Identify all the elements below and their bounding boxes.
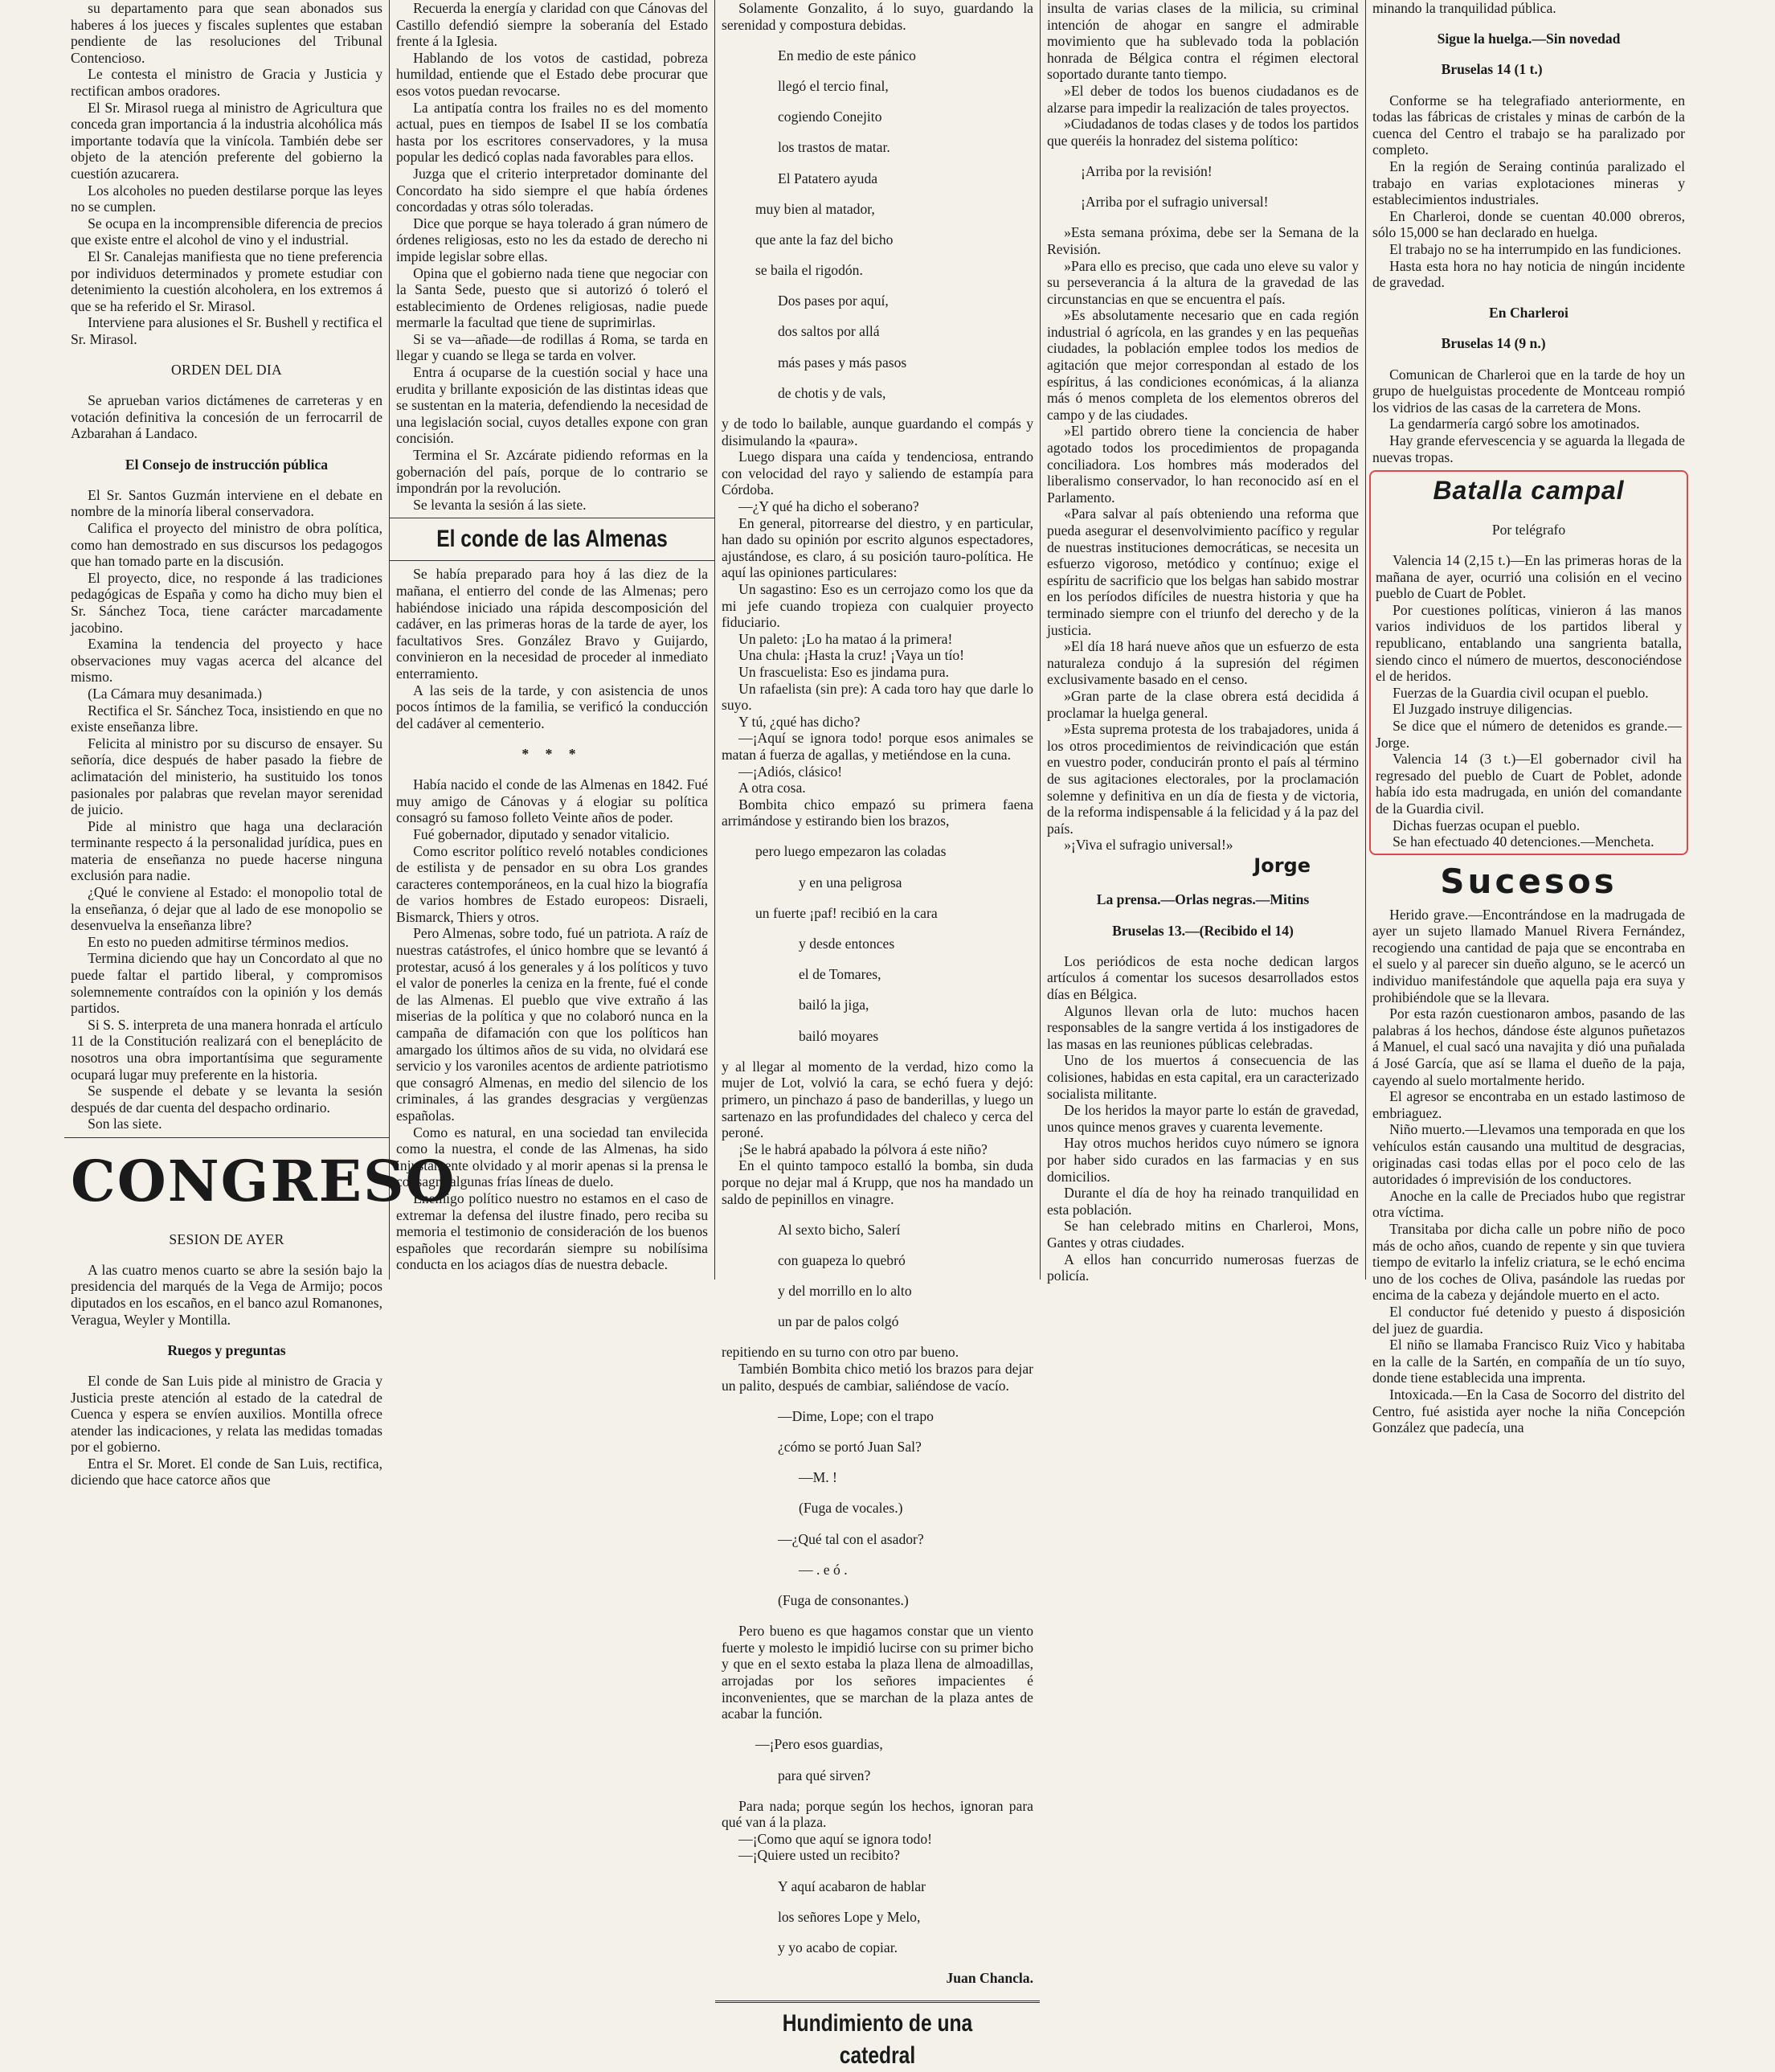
- paragraph: Examina la tendencia del proyecto y hace observaciones muy vagas acerca del alcance del mismo.: [71, 636, 382, 686]
- paragraph: En esto no pueden admitirse términos medios.: [88, 933, 350, 950]
- verse-line: —¿Qué tal con el asador?: [778, 1530, 924, 1547]
- article-title-almenas: El conde de las Almenas: [436, 526, 668, 553]
- paragraph: Hasta esta hora no hay noticia de ningún incidente de gravedad.: [1372, 257, 1685, 291]
- paragraph: repitiendo en su turno con otro par bueno.: [722, 1344, 959, 1361]
- paragraph: A las seis de la tarde, y con asistencia de unos pocos íntimos de la familia, se verificó la conducción del cadáver al cementerio.: [396, 682, 708, 731]
- dateline: Bruselas 14 (1 t.): [1441, 61, 1543, 78]
- paragraph: —¿Y qué ha dicho el soberano?: [738, 498, 919, 514]
- asterism: * * *: [521, 745, 583, 762]
- verse-line: — . e ó .: [799, 1561, 848, 1578]
- verse-line: llegó el tercio final,: [778, 77, 889, 94]
- paragraph: Califica el proyecto del ministro de obra política, como han demostrado en sus discursos los pedagogos que han tomado parte en la discusión.: [71, 520, 382, 570]
- paragraph: Se había preparado para hoy á las diez de la mañana, el entierro del conde de las Almenas; pero habiéndose iniciado una rápida descomposición del cadáver, en las primeras horas de la tarde de ayer, los facultativos Sres. González Bravo y Guijardo, convinieron en la necesidad de proceder al inmediato enterramiento.: [396, 566, 708, 682]
- verse-line: (Fuga de consonantes.): [778, 1591, 909, 1608]
- paragraph: Luego dispara una caída y tendenciosa, entrando con velocidad del rayo y saliendo de estampía para Córdoba.: [722, 448, 1033, 498]
- verse-line: bailó moyares: [799, 1027, 879, 1044]
- section-subheading: Sigue la huelga.—Sin novedad: [1437, 31, 1621, 47]
- paragraph: »Ciudadanos de todas clases y de todos los partidos que queréis la honradez del sistema político:: [1047, 116, 1359, 149]
- paragraph: Los alcoholes no pueden destilarse porque las leyes no se cumplen.: [71, 182, 382, 215]
- paragraph: —¡Quiere usted un recibito?: [738, 1847, 900, 1864]
- paragraph: Por esta razón cuestionaron ambos, pasando de las palabras á los hechos, dándose éste algunos puñetazos á Manuel, el cual sacó una navajita y dió una puñalada á José García, que así se llama el dueño de la paja, cayendo al suelo mortalmente herido.: [1372, 1005, 1685, 1088]
- paragraph: También Bombita chico metió los brazos para dejar un palito, después de cambiar, saliéndose de vacío.: [722, 1361, 1033, 1394]
- paragraph: »¡Viva el sufragio universal!»: [1064, 837, 1233, 854]
- verse-line: cogiendo Conejito: [778, 109, 882, 125]
- paragraph: ¿Qué le conviene al Estado: el monopolio total de la enseñanza, ó dejar que al lado de ese monopolio se desenvuelva la enseñanza libre?: [71, 884, 382, 934]
- divider: [715, 2000, 1040, 2003]
- highlighted-article-batalla: [1369, 470, 1688, 854]
- paragraph: »Esta suprema protesta de los trabajadores, unida á los otros procedimientos de reivindicación que están en vuestro poder, conducirán pronto el país al término de sus agitaciones electorales, por la proclamación solemne y definitiva en un día de fiesta y de victoria, de la reforma indispensable á la felicidad y á la paz del país.: [1047, 721, 1359, 837]
- paragraph: Felicita al ministro por su discurso de ensayer. Su señoría, dice después de haber pasado la fiebre de aclimatación del ministerio, ha sustituido los tonos pasionales por palabras que revelan mayor serenidad de juicio.: [71, 735, 382, 818]
- paragraph: »Esta semana próxima, debe ser la Semana de la Revisión.: [1047, 224, 1359, 257]
- paragraph: Anoche en la calle de Preciados hubo que registrar otra víctima.: [1372, 1187, 1685, 1221]
- paragraph: Conforme se ha telegrafiado anteriormente, en todas las fábricas de cristales y minas de carbón de la cuenca del Centro el trabajo se ha paralizado por completo.: [1372, 92, 1685, 158]
- paragraph: »Es absolutamente necesario que en cada región industrial ó agrícola, en las grandes y en las pequeñas ciudades, la población emplee todos los medios de agitación que mejor correspondan al estado de los espíritus, á las condiciones económicas, á la alianza más ó menos completa de los elementos obreros del campo y de las ciudades.: [1047, 307, 1359, 423]
- dateline: Bruselas 13.—(Recibido el 14): [1112, 922, 1294, 939]
- column-4: [1041, 0, 1366, 1284]
- verse-line: En medio de este pánico: [778, 47, 916, 63]
- article-title-hundimiento: Hundimiento de una catedral: [782, 2010, 973, 2070]
- verse-line: más pases y más pasos: [778, 354, 907, 371]
- byline: Por telégrafo: [1491, 521, 1566, 538]
- paragraph: Un sagastino: Eso es un cerrojazo como los que da mi jefe cuando tropieza con cualquier proyecto fiduciario.: [722, 580, 1033, 631]
- verse-line: y yo acabo de copiar.: [778, 1939, 898, 1956]
- verse-line: Y aquí acabaron de hablar: [778, 1877, 926, 1894]
- paragraph: Se han efectuado 40 detenciones.—Mencheta.: [1393, 833, 1654, 850]
- paragraph: Opina que el gobierno nada tiene que negociar con la Santa Sede, puesto que si autorizó ó toleró el establecimiento de Ordenes religiosas, nadie puede mermarle la facultad que tiene de suprimirlas.: [396, 264, 708, 331]
- paragraph: Y tú, ¿qué has dicho?: [738, 713, 861, 730]
- paragraph: Valencia 14 (2,15 t.)—En las primeras horas de la mañana de ayer, ocurrió una colisión en el vecino pueblo de Cuart de Poblet.: [1376, 552, 1682, 602]
- verse-line: pero luego empezaron las coladas: [755, 843, 947, 860]
- paragraph: Pero bueno es que hagamos constar que un viento fuerte y molesto le impidió lucirse con su primer bicho y que en el sexto estaba la plaza llena de almoadillas, arrojadas por los señores impacientes é inconvenientes, que se marchan de la plaza antes de acabar la función.: [722, 1623, 1033, 1722]
- signature-text: Juan Chancla.: [946, 1970, 1033, 1987]
- paragraph: Se han celebrado mitins en Charleroi, Mons, Gantes y otras ciudades.: [1047, 1218, 1359, 1251]
- paragraph: El proyecto, dice, no responde á las tradiciones pedagógicas de España y como ha dicho muy bien el Sr. Sánchez Toca, tiene carácter marcadamente jacobino.: [71, 569, 382, 636]
- verse-line: —Dime, Lope; con el trapo: [778, 1407, 934, 1424]
- verse-line: muy bien al matador,: [755, 200, 875, 217]
- paragraph: Se aprueban varios dictámenes de carreteras y en votación definitiva la concesión de un ferrocarril de Azbarahan á Landaco.: [71, 392, 382, 442]
- paragraph: Rectifica el Sr. Sánchez Toca, insistiendo en que no existe enseñanza libre.: [71, 702, 382, 735]
- verse-line: ¡Arriba por el sufragio universal!: [1081, 194, 1269, 211]
- paragraph: Bombita chico empazó su primera faena arrimándose y estirando bien los brazos,: [722, 796, 1033, 829]
- paragraph: En la región de Seraing continúa paralizado el trabajo en varias explotaciones mineras y establecimientos industriales.: [1372, 158, 1685, 208]
- paragraph: Se suspende el debate y se levanta la sesión después de dar cuenta del despacho ordinario.: [71, 1083, 382, 1116]
- verse-line: Dos pases por aquí,: [778, 293, 889, 309]
- paragraph: Fuerzas de la Guardia civil ocupan el pueblo.: [1393, 684, 1649, 701]
- signature-jorge: Jorge: [1254, 854, 1311, 877]
- paragraph: El Juzgado instruye diligencias.: [1393, 701, 1573, 718]
- paragraph: —¡Adiós, clásico!: [738, 763, 843, 780]
- verse-line: —¡Pero esos guardias,: [755, 1736, 883, 1753]
- verse-line: se baila el rigodón.: [755, 262, 863, 279]
- verse-line: y del morrillo en lo alto: [778, 1283, 912, 1300]
- verse-line: que ante la faz del bicho: [755, 231, 894, 248]
- section-subheading: Ruegos y preguntas: [167, 1341, 286, 1358]
- paragraph: El agresor se encontraba en un estado lastimoso de embriaguez.: [1372, 1088, 1685, 1121]
- paragraph: A ellos han concurrido numerosas fuerzas de policía.: [1047, 1251, 1359, 1284]
- paragraph: Herido grave.—Encontrándose en la madrugada de ayer un sujeto llamado Manuel Rivera Fernández, recogiendo una cantidad de paja que se encontraba en el suelo y al parecer sin dueño alguno, se le acercó un individuo manifestándole que aquella paja era suya y prohibiéndole que se la llevara.: [1372, 906, 1685, 1005]
- divider: [390, 560, 714, 561]
- paragraph: Comunican de Charleroi que en la tarde de hoy un grupo de huelguistas procedente de Montceau rompió los vidrios de las casas de la carretera de Mons.: [1372, 366, 1685, 416]
- paragraph: Dice que porque se haya tolerado á gran número de órdenes religiosas, esto no les da estado de derecho ni impide legislar sobre ellas.: [396, 215, 708, 264]
- verse-line: para qué sirven?: [778, 1767, 871, 1783]
- paragraph: Termina diciendo que hay un Concordato al que no puede faltar el partido liberal, y compromisos solemnemente contraídos con la opinión y los demás partidos.: [71, 950, 382, 1017]
- paragraph: El Sr. Canalejas manifiesta que no tiene preferencia por individuos determinados y promete estudiar con detenimiento la cuestión alcoholera, en los extremos á que se ha referido el Sr. Mirasol.: [71, 248, 382, 314]
- paragraph: »El deber de todos los buenos ciudadanos es de alzarse para impedir la realización de tales proyectos.: [1047, 82, 1359, 116]
- paragraph: La antipatía contra los frailes no es del momento actual, pues en tiempos de Isabel II se los combatía hasta por los escritores conservadores, y la musa popular les dedicó coplas nada favorables para ellos.: [396, 99, 708, 166]
- paragraph: Durante el día de hoy ha reinado tranquilidad en esta población.: [1047, 1185, 1359, 1218]
- verse-line: dos saltos por allá: [778, 323, 880, 340]
- verse-line: los señores Lope y Melo,: [778, 1908, 921, 1925]
- verse-line: con guapeza lo quebró: [778, 1251, 906, 1268]
- verse-line: El Patatero ayuda: [778, 170, 878, 186]
- paragraph: Transitaba por dicha calle un pobre niño de poco más de ocho años, cuando de repente y sin que tuviera tiempo de evitarlo la infeliz criatura, se le echó encima uno de los coches de Oliva, pasándole las ruedas por encima de la cabeza y dejándole muerto en el acto.: [1372, 1220, 1685, 1304]
- verse-line: de chotis y de vals,: [778, 384, 886, 401]
- section-subheading: El Consejo de instrucción pública: [125, 456, 329, 473]
- paragraph: Recuerda la energía y claridad con que Cánovas del Castillo defendió siempre la soberanía del Estado frente á la Iglesia.: [396, 0, 708, 50]
- paragraph: Por cuestiones políticas, vinieron á las manos varios individuos de los partidos liberal y republicano, entablando una sangrienta batalla, siendo cinco el número de muertos, desconociéndose el de heridos.: [1376, 601, 1682, 685]
- paragraph: Son las siete.: [88, 1116, 162, 1132]
- signature: [722, 1970, 1033, 1987]
- dateline: Bruselas 14 (9 n.): [1441, 335, 1546, 352]
- paragraph: Se dice que el número de detenidos es grande.—Jorge.: [1376, 717, 1682, 751]
- paragraph: y de todo lo bailable, aunque guardando el compás y disimulando la «paura».: [722, 416, 1033, 448]
- paragraph: Intoxicada.—En la Casa de Socorro del distrito del Centro, fué asistida ayer noche la niña Concepción González que padecía, una: [1372, 1386, 1685, 1436]
- verse-line: los trastos de matar.: [778, 139, 890, 156]
- verse-line: ¿cómo se portó Juan Sal?: [778, 1439, 922, 1456]
- verse-line: (Fuga de vocales.): [799, 1500, 903, 1517]
- verse-line: un par de palos colgó: [778, 1313, 899, 1330]
- paragraph: su departamento para que sean abonados sus haberes á los jueces y fiscales suplentes que estaban pendiente de las resoluciones del Tribunal Contencioso.: [71, 0, 382, 66]
- section-heading-sucesos: Sucesos: [1440, 861, 1618, 901]
- divider: [64, 1137, 389, 1138]
- section-subheading: La prensa.—Orlas negras.—Mitins: [1096, 891, 1310, 908]
- paragraph: Un frascuelista: Eso es jindama pura.: [738, 663, 949, 680]
- paragraph: y al llegar al momento de la verdad, hizo como la mujer de Lot, volvió la cara, se echó fuera y dejó: primero, un pinchazo á paso de banderillas, y luego un sartenazo en las profundidades del chaleco y cerca del peroné.: [722, 1058, 1033, 1141]
- verse-line: Al sexto bicho, Salerí: [778, 1221, 901, 1238]
- column-1: [64, 0, 456, 1488]
- column-2: [390, 0, 715, 1280]
- paragraph: Fué gobernador, diputado y senador vitalicio.: [413, 825, 670, 842]
- paragraph: —¡Como que aquí se ignora todo!: [738, 1830, 933, 1847]
- paragraph: Valencia 14 (3 t.)—El gobernador civil ha regresado del pueblo de Cuart de Poblet, adonde había ido esta madrugada, en unión del comandante de la Guardia civil.: [1376, 751, 1682, 817]
- section-subheading: ORDEN DEL DIA: [170, 362, 283, 379]
- section-subheading: En Charleroi: [1489, 305, 1568, 321]
- section-heading-congreso: CONGRESO: [71, 1147, 456, 1214]
- paragraph: El Sr. Santos Guzmán interviene en el debate en nombre de la minoría liberal conservadora.: [71, 486, 382, 520]
- paragraph: »Gran parte de la clase obrera está decidida á proclamar la huelga general.: [1047, 687, 1359, 721]
- paragraph: A las cuatro menos cuarto se abre la sesión bajo la presidencia del marqués de la Vega de Armijo; pocos diputados en los escaños, en el banco azul Romanones, Veragua, Weyler y Montilla.: [71, 1261, 382, 1328]
- paragraph: El niño se llamaba Francisco Ruiz Vico y habitaba en la calle de la Sartén, en compañía de un tío suyo, donde tiene establecida una imprenta.: [1372, 1337, 1685, 1386]
- paragraph: Un rafaelista (sin pre): A cada toro hay que darle lo suyo.: [722, 680, 1033, 714]
- paragraph: insulta de varias clases de la milicia, su criminal intención de ahogar en sangre el admirable movimiento que ha sublevado toda la población honrada de Bélgica contra el régimen electoral soportado durante tanto tiempo.: [1047, 0, 1359, 83]
- paragraph: —¡Aquí se ignora todo! porque esos animales se matan á fuerza de agallas, y metiéndose en la cuna.: [722, 730, 1033, 763]
- paragraph: Para nada; porque según los hechos, ignoran para qué van á la plaza.: [722, 1797, 1033, 1831]
- paragraph: Entra el Sr. Moret. El conde de San Luis, rectifica, diciendo que hace catorce años que: [71, 1455, 382, 1488]
- verse-line: un fuerte ¡paf! recibió en la cara: [755, 904, 938, 921]
- paragraph: El Sr. Mirasol ruega al ministro de Agricultura que conceda gran importancia á la industria alcohólica más importante todavía que la vinícola. También debe ser objeto de la atención preferente del gobierno la cuestión azucarera.: [71, 99, 382, 182]
- paragraph: Si S. S. interpreta de una manera honrada el artículo 11 de la Constitución realizará con el beneplácito de nosotros una obra importantísima que seguramente ocupará lugar muy preferente en la historia.: [71, 1016, 383, 1083]
- paragraph: Como escritor político reveló notables condiciones de estilista y de pensador en su obra Los grandes caracteres contemporáneos, en la cual hizo la biografía de varios hombres de Estado europeos: Disraeli, Bismarck, Thiers y otros.: [396, 842, 708, 925]
- paragraph: Dichas fuerzas ocupan el pueblo.: [1393, 817, 1581, 833]
- paragraph: Se levanta la sesión á las siete.: [413, 496, 587, 513]
- paragraph: Uno de los muertos á consecuencia de las colisiones, habidas en esta capital, era un caracterizado socialista militante.: [1047, 1052, 1359, 1102]
- paragraph: «Para salvar al país obteniendo una reforma que pueda asegurar el desenvolvimiento pacífico y regular de nuestras instituciones democráticas, se necesita un esfuerzo vigoroso, metódico y contínuo; exige el espíritu de sacrificio que los belgas han sabido mostrar en los períodos difíciles de nuestra historia y que ha terminado siempre con el triunfo del derecho y de la justicia.: [1047, 506, 1359, 638]
- paragraph: Si se va—añade—de rodillas á Roma, se tarda en llegar y cuando se llega se tarda en volver.: [396, 330, 708, 364]
- section-subheading: SESION DE AYER: [169, 1231, 284, 1247]
- paragraph: Interviene para alusiones el Sr. Bushell y rectifica el Sr. Mirasol.: [71, 314, 383, 347]
- paragraph: Solamente Gonzalito, á lo suyo, guardando la serenidad y compostura debidas.: [722, 0, 1033, 33]
- paragraph: minando la tranquilidad pública.: [1372, 0, 1556, 16]
- paragraph: En el quinto tampoco estalló la bomba, sin duda porque no dejar mal á Krupp, que nos ha mandado un saldo de pepinillos en vinagre.: [722, 1157, 1033, 1207]
- paragraph: Pero Almenas, sobre todo, fué un patriota. A raíz de nuestras catástrofes, el único hombre que se levantó á protestar, acusó á los generales y á los políticos y tuvo el valor de ponerles la ceniza en la frente, fué el conde de las Almenas. El pueblo que vive extraño á las miserias de la política y que no colaboró nunca en la campaña de difamación con que los políticos han amargado los últimos años de su vida, no olvidará ese servicio y los varoniles acentos de ardiente patriotismo que consagró Almenas, en medio del silencio de los criminales, á las grandes desgracias y vergüenzas españolas.: [396, 925, 708, 1124]
- paragraph: Se ocupa en la incomprensible diferencia de precios que existe entre el alcohol de vino y el industrial.: [71, 215, 382, 248]
- paragraph: Entra á ocuparse de la cuestión social y hace una erudita y brillante exposición de las distintas ideas que se sustentan en la materia, defendiendo la necesidad de una legislación social, cuyos detalles expone con gran concisión.: [396, 364, 708, 447]
- verse-line: el de Tomares,: [799, 966, 881, 983]
- paragraph: Niño muerto.—Llevamos una temporada en que los vehículos están causando una multitud de desgracias, originadas casi todas ellas por el poco celo de las autoridades ó imprevisión de los conductores.: [1372, 1121, 1685, 1188]
- paragraph: De los heridos la mayor parte lo están de gravedad, unos quince menos graves y cuarenta levemente.: [1047, 1102, 1359, 1135]
- paragraph: Los periódicos de esta noche dedican largos artículos á comentar los sucesos desarrollados estos días en Bélgica.: [1047, 952, 1359, 1003]
- paragraph: Pide al ministro que haga una declaración terminante respecto á la personalidad jurídica, pues en materia de enseñanza no puede hacerse ninguna exclusión para nadie.: [71, 817, 382, 884]
- paragraph: Hablando de los votos de castidad, pobreza humildad, entiende que el Estado debe procurar que esos votos puedan revocarse.: [396, 49, 708, 99]
- paragraph: El trabajo no se ha interrumpido en las fundiciones.: [1389, 240, 1682, 257]
- paragraph: Le contesta el ministro de Gracia y Justicia y rectifican ambos oradores.: [71, 66, 382, 99]
- paragraph: La gendarmería cargó sobre los amotinados.: [1389, 416, 1640, 432]
- paragraph: Juzga que el criterio interpretador dominante del Concordato ha sido siempre el que había órdenes concordadas y otras sólo toleradas.: [396, 165, 708, 215]
- paragraph: »El partido obrero tiene la conciencia de haber agotado todos los procedimientos de propaganda conciliadora. Los hombres más moderados del liberalismo conservador, lo han reconocido así en el Parlamento.: [1047, 423, 1359, 506]
- paragraph: Algunos llevan orla de luto: muchos hacen responsables de la sangre vertida á los instigadores de las masas en las reuniones públicas celebradas.: [1047, 1002, 1359, 1052]
- paragraph: (La Cámara muy desanimada.): [88, 685, 263, 702]
- paragraph: El conde de San Luis pide al ministro de Gracia y Justicia preste atención al estado de la catedral de Cuenca y espera se envíen auxilios. Montilla ofrece atender las indicaciones, y relata las medidas tomadas por el gobierno.: [71, 1372, 382, 1456]
- paragraph: Hay grande efervescencia y se aguarda la llegada de nuevas tropas.: [1372, 432, 1685, 465]
- paragraph: ¡Se le habrá apabado la pólvora á este niño?: [738, 1140, 988, 1157]
- paragraph: Un paleto: ¡Lo ha matao á la primera!: [738, 630, 953, 647]
- paragraph: El conductor fué detenido y puesto á disposición del juez de guardia.: [1372, 1303, 1685, 1337]
- column-5: [1366, 0, 1691, 1436]
- paragraph: Había nacido el conde de las Almenas en 1842. Fué muy amigo de Cánovas y á elogiar su política consagró su famoso folleto Veinte años de poder.: [396, 776, 708, 826]
- verse-line: y en una peligrosa: [799, 874, 902, 891]
- paragraph: Una chula: ¡Hasta la cruz! ¡Vaya un tío!: [738, 647, 964, 664]
- paragraph: A otra cosa.: [738, 780, 806, 796]
- verse-line: ¡Arriba por la revisión!: [1081, 162, 1213, 179]
- paragraph: Enemigo político nuestro no estamos en el caso de extremar la defensa del ilustre finado, pero reciba su memoria el testimonio de consideración de los buenos españoles que recordarán siempre su nobilísima conducta en los aciagos días de nuestra debacle.: [396, 1190, 708, 1273]
- paragraph: Como es natural, en una sociedad tan envilecida como la nuestra, el conde de las Almenas, ha sido injustamente olvidado y al morir apenas si la prensa le consagra algunas frías líneas de duelo.: [396, 1124, 708, 1190]
- verse-line: bailó la jiga,: [799, 997, 869, 1013]
- paragraph: En general, pitorrearse del diestro, y en particular, han dado su opinión por escrito algunos espectadores, ajustándose, es claro, á su posición tauro-política. He aquí las opiniones particulares:: [722, 514, 1033, 581]
- article-title-batalla: Batalla campal: [1433, 476, 1625, 506]
- paragraph: Termina el Sr. Azcárate pidiendo reformas en la gobernación del país, porque de lo contrario se impondrán por la revolución.: [396, 447, 708, 497]
- paragraph: En Charleroi, donde se cuentan 40.000 obreros, sólo 15,000 se han declarado en huelga.: [1372, 207, 1685, 241]
- paragraph: Hay otros muchos heridos cuyo número se ignora por haber sido curados en las farmacias y en sus domicilios.: [1047, 1135, 1359, 1185]
- column-3: [715, 0, 1041, 2070]
- verse-line: y desde entonces: [799, 936, 895, 952]
- verse-line: —M. !: [799, 1469, 837, 1486]
- paragraph: »El día 18 hará nueve años que un esfuerzo de esta naturaleza condujo á la supresión del régimen exclusivamente basado en el censo.: [1047, 638, 1359, 688]
- paragraph: »Para ello es preciso, que cada uno eleve su valor y su perseverancia á la altura de la gravedad de las circunstancias en que se encuentra el país.: [1047, 257, 1359, 307]
